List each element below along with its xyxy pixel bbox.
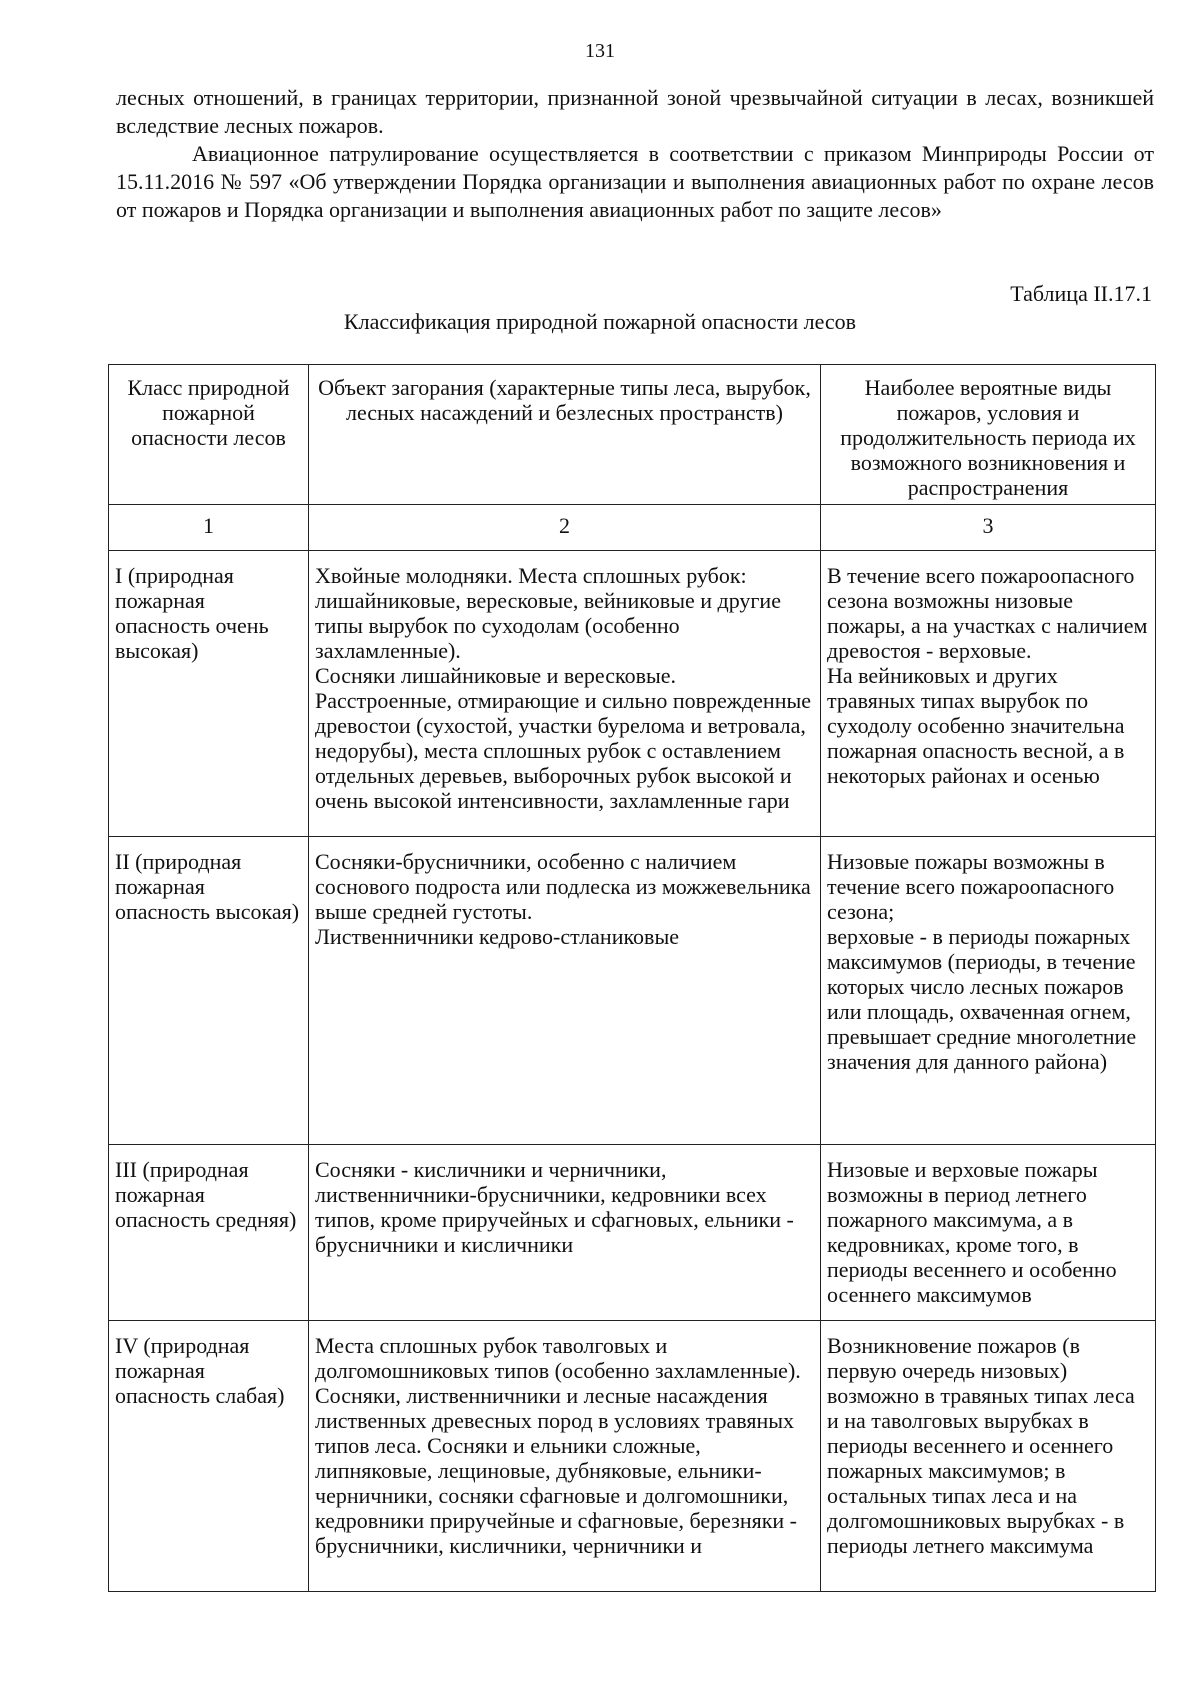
table-header-row xyxy=(109,365,1156,505)
row-1-object: Хвойные молодняки. Места сплошных рубок: лишайниковые, вересковые, вейниковые и другие типы вырубок по суходолам (особенно захламленные). Сосняки лишайниковые и вересковые. Расстроенные, отмирающие и сильно поврежденные древостои (сухостой, участки бурелома и ветровала, недорубы), места сплошных рубок с оставлением отдельных деревьев, выборочных рубок высокой и очень высокой интенсивности, захламленные гари xyxy=(309,551,821,837)
row-3-class: III (природная пожарная опасность средняя) xyxy=(109,1145,309,1321)
row-3-object: Сосняки - кисличники и черничники, лиственничники-брусничники, кедровники всех типов, кроме приручейных и сфагновых, ельники - брусничники и кисличники xyxy=(309,1145,821,1321)
table-row xyxy=(109,551,1156,837)
table-row xyxy=(109,1321,1156,1592)
table-row xyxy=(109,837,1156,1145)
row-2-object: Сосняки-брусничники, особенно с наличием соснового подроста или подлеска из можжевельника выше средней густоты. Лиственничники кедрово-стланиковые xyxy=(309,837,821,1145)
row-1-class: I (природная пожарная опасность очень высокая) xyxy=(109,551,309,837)
row-2-fires: Низовые пожары возможны в течение всего пожароопасного сезона; верховые - в периоды пожарных максимумов (периоды, в течение которых число лесных пожаров или площадь, охваченная огнем, превышает средние многолетние значения для данного района) xyxy=(821,837,1156,1145)
table-row xyxy=(109,1145,1156,1321)
row-4-class: IV (природная пожарная опасность слабая) xyxy=(109,1321,309,1592)
row-2-class: II (природная пожарная опасность высокая) xyxy=(109,837,309,1145)
table-number-label: Таблица II.17.1 xyxy=(1010,281,1152,306)
intro-paragraph-2: Авиационное патрулирование осуществляется в соответствии с приказом Минприроды России от 15.11.2016 № 597 «Об утверждении Порядка организации и выполнения авиационных работ по охране лесов от пожаров и Порядка организации и выполнения авиационных работ по защите лесов» xyxy=(116,141,1154,222)
header-class: Класс природной пожарной опасности лесов xyxy=(109,365,309,505)
row-4-fires: Возникновение пожаров (в первую очередь низовых) возможно в травяных типах леса и на таволговых вырубках в периоды весеннего и осеннего пожарных максимумов; в остальных типах леса и на долгомошниковых вырубках - в периоды летнего максимума xyxy=(821,1321,1156,1592)
column-number-1: 1 xyxy=(109,505,309,551)
fire-danger-classification-table xyxy=(108,364,1156,1592)
intro-text xyxy=(116,84,1154,224)
column-number-row xyxy=(109,505,1156,551)
column-number-3: 3 xyxy=(821,505,1156,551)
header-fires: Наиболее вероятные виды пожаров, условия и продолжительность периода их возможного возникновения и распространения xyxy=(821,365,1156,505)
row-3-fires: Низовые и верховые пожары возможны в период летнего пожарного максимума, а в кедровниках, кроме того, в периоды весеннего и особенно осеннего максимумов xyxy=(821,1145,1156,1321)
page-number: 131 xyxy=(585,40,615,62)
row-4-object: Места сплошных рубок таволговых и долгомошниковых типов (особенно захламленные). Сосняки, лиственничники и лесные насаждения лиственных древесных пород в условиях травяных типов леса. Сосняки и ельники сложные, липняковые, лещиновые, дубняковые, ельники-черничники, сосняки сфагновые и долгомошники, кедровники приручейные и сфагновые, березняки - брусничники, кисличники, черничники и xyxy=(309,1321,821,1592)
table-title: Классификация природной пожарной опасности лесов xyxy=(343,309,857,334)
header-object: Объект загорания (характерные типы леса, вырубок, лесных насаждений и безлесных пространств) xyxy=(309,365,821,505)
row-1-fires: В течение всего пожароопасного сезона возможны низовые пожары, а на участках с наличием древостоя - верховые. На вейниковых и других травяных типах вырубок по суходолу особенно значительна пожарная опасность весной, а в некоторых районах и осенью xyxy=(821,551,1156,837)
column-number-2: 2 xyxy=(309,505,821,551)
intro-paragraph-1: лесных отношений, в границах территории, признанной зоной чрезвычайной ситуации в лесах, возникшей вследствие лесных пожаров. xyxy=(116,85,1154,138)
